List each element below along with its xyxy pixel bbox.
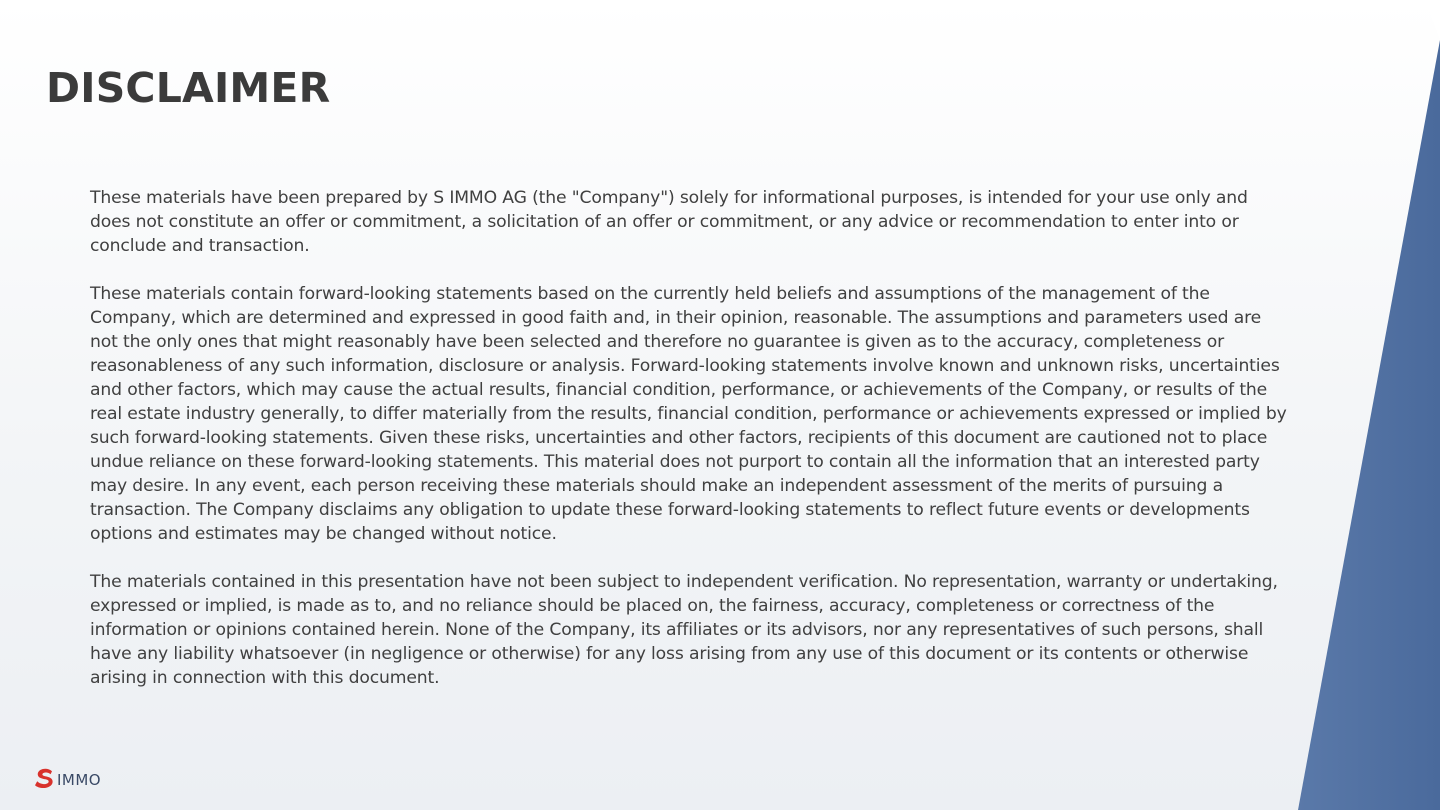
disclaimer-body (90, 186, 1290, 714)
company-logo (32, 765, 101, 791)
disclaimer-paragraph: These materials have been prepared by S IMMO AG (the "Company") solely for informational purposes, is intended for your use only and does not constitute an offer or commitment, a solicitation of an offer or commitment, or any advice or recommendation to enter into or conclude and transaction. (90, 188, 1248, 256)
page-title: DISCLAIMER (46, 64, 331, 112)
disclaimer-paragraph: These materials contain forward-looking statements based on the currently held beliefs and assumptions of the management of the Company, which are determined and expressed in good faith and, in their opinion, reasonable. The assumptions and parameters used are not the only ones that might reasonably have been selected and therefore no guarantee is given as to the accuracy, completeness or reasonableness of any such information, disclosure or analysis. Forward-looking statements involve known and unknown risks, uncertainties and other factors, which may cause the actual results, financial condition, performance, or achievements of the Company, or results of the real estate industry generally, to differ materially from the results, financial condition, performance or achievements expressed or implied by such forward-looking statements. Given these risks, uncertainties and other factors, recipients of this document are cautioned not to place undue reliance on these forward-looking statements. This material does not purport to contain all the information that an interested party may desire. In any event, each person receiving these materials should make an independent assessment of the merits of pursuing a transaction. The Company disclaims any obligation to update these forward-looking statements to reflect future events or developments options and estimates may be changed without notice. (90, 284, 1287, 544)
accent-stripe-highlight (1425, 0, 1440, 40)
s-immo-logo-icon (32, 766, 56, 790)
accent-stripe-shape (1298, 40, 1440, 810)
logo-wordmark: IMMO (57, 770, 102, 789)
disclaimer-paragraph: The materials contained in this presentation have not been subject to independent verification. No representation, warranty or undertaking, expressed or implied, is made as to, and no reliance should be placed on, the fairness, accuracy, completeness or correctness of the information or opinions contained herein. None of the Company, its affiliates or its advisors, nor any representatives of such persons, shall have any liability whatsoever (in negligence or otherwise) for any loss arising from any use of this document or its contents or otherwise arising in connection with this document. (90, 572, 1278, 688)
